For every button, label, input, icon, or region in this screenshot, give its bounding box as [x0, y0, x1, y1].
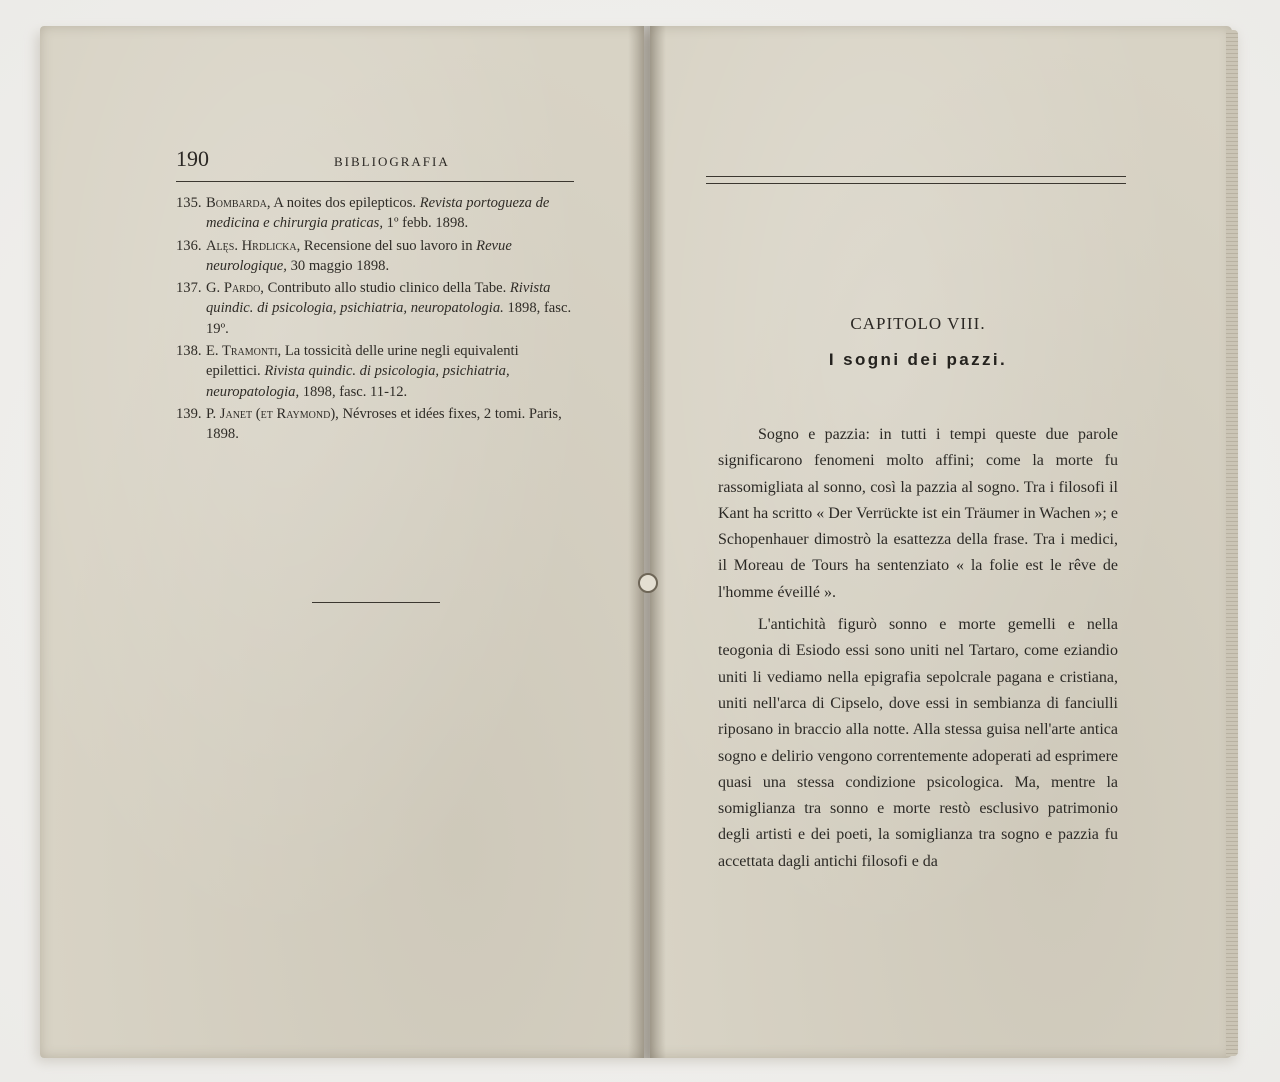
body-paragraph: L'antichità figurò sonno e morte gemelli e nella teogonia di Esiodo essi sono uniti nel Tartaro, come eziandio uniti li vediamo nella epigrafia sepolcrale pagana e cristiana, uniti nell'arca di Cipselo, dove essi in sembianza di fanciulli riposano in braccio alla notte. Alla stessa guisa nell'arte antica sogno e delirio vengono correntemente adoperati ad esprimere quasi una stessa condizione psicologica. Ma, mentre la somiglianza tra sonno e morte restò esclusivo patrimonio degli artisti e dei poeti, la somiglianza tra sogno e pazzia fu accettata dagli antichi filosofi e da — [718, 616, 1118, 870]
header-rule — [176, 181, 574, 182]
entry-author: Alęs. Hrdlicka, — [206, 237, 301, 254]
bibliography-entry — [176, 278, 576, 339]
entry-details: 1º febb. 1898. — [383, 215, 469, 232]
binding-stitch — [638, 573, 658, 593]
entry-text: Recensione del suo lavoro in — [300, 237, 477, 254]
entry-journal: Rivista quindic. di psicologia, psichiatria, neuropatologia, — [206, 363, 510, 400]
entry-author: G. Pardo, — [206, 280, 264, 297]
page-number: 190 — [176, 146, 209, 171]
chapter-body — [718, 422, 1118, 875]
bibliography-entry — [176, 193, 576, 234]
entry-text: Névroses et idées fixes, 2 tomi. Paris, 1898. — [206, 405, 562, 443]
entry-journal: Rivista quindic. di psicologia, psichiatria, neuropatologia. — [206, 280, 551, 317]
section-end-rule — [312, 602, 440, 603]
bibliography-entry — [176, 236, 576, 277]
book-gutter — [628, 26, 666, 1058]
entry-details: 1898, fasc. 19º. — [206, 300, 572, 337]
chapter-head-double-rule — [706, 176, 1126, 184]
page-edges — [1226, 30, 1238, 1056]
chapter-label: CAPITOLO VIII. — [850, 314, 986, 333]
entry-number: 138. — [176, 343, 202, 360]
entry-text: La tossicità delle urine negli equivalenti epilettici. — [206, 343, 519, 380]
entry-number: 135. — [176, 195, 202, 211]
running-head — [176, 146, 574, 184]
entry-number: 139. — [176, 405, 202, 422]
running-title: BIBLIOGRAFIA — [334, 154, 450, 169]
entry-details: 1898, fasc. 11-12. — [299, 383, 408, 400]
entry-author: E. Tramonti, — [206, 343, 282, 360]
entry-details: 30 maggio 1898. — [286, 257, 390, 274]
entry-author: Bombarda, — [206, 195, 271, 211]
entry-journal: Revista portogueza de medicina e chirurgia praticas, — [206, 195, 550, 232]
chapter-title: I sogni dei pazzi. — [828, 350, 1008, 369]
bibliography-entry — [176, 404, 576, 445]
entry-number: 136. — [176, 237, 202, 254]
bibliography-list — [176, 193, 576, 447]
entry-journal: Revue neurologique, — [206, 237, 512, 274]
entry-text: Contributo allo studio clinico della Tabe. — [263, 280, 510, 297]
body-paragraph: Sogno e pazzia: in tutti i tempi queste due parole significarono fenomeni molto affini; come la morte fu rassomigliata al sonno, così la pazzia al sogno. Tra i filosofi il Kant ha scritto « Der Verrückte ist ein Träumer in Wachen »; e Schopenhauer dimostrò la esattezza della frase. Tra i medici, il Moreau de Tours ha sentenziato « la folie est le rêve de l'homme éveillé ». — [718, 426, 1118, 601]
entry-author: P. Janet (et Raymond), — [206, 405, 339, 422]
bibliography-entry — [176, 341, 576, 402]
entry-number: 137. — [176, 280, 202, 297]
entry-text: A noites dos epilepticos. — [270, 195, 420, 211]
